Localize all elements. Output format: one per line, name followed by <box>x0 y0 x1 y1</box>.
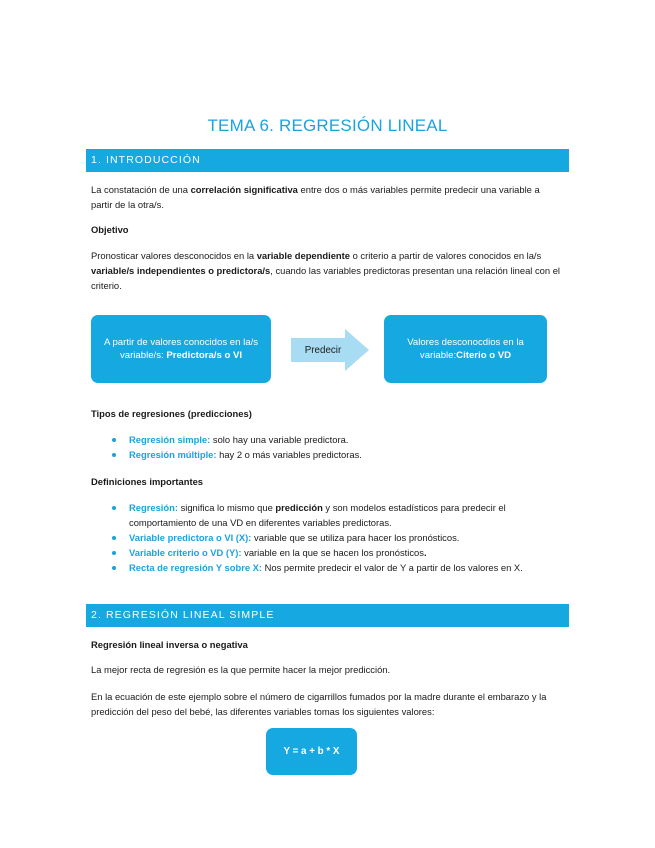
bullet-icon <box>112 506 116 510</box>
list-item: Regresión: significa lo mismo que predicción y son modelos estadísticos para predecir el comportamiento de una VD en diferentes variables predictoras. <box>112 500 572 530</box>
diagram-box-predictora-text <box>103 336 259 362</box>
diagram-box-criterio-text <box>394 336 537 362</box>
objetivo-text-2: o criterio a partir de valores conocidos en la/s <box>349 250 542 261</box>
list-item: Variable criterio o VD (Y): variable en la que se hacen los pronósticos. <box>112 545 572 560</box>
section-heading-regresion-lineal-simple: 2. REGRESIÓN LINEAL SIMPLE <box>86 604 569 627</box>
intro-text-2: entre dos o más variables permite predecir una variable a partir de la otra/s. <box>91 184 540 210</box>
definiciones-list <box>112 500 572 575</box>
tipos-list <box>112 432 572 462</box>
formula-text: Y = a + b * X <box>283 746 340 757</box>
bullet-icon <box>112 438 116 442</box>
definiciones-heading: Definiciones importantes <box>91 476 204 487</box>
ecuacion-paragraph: En la ecuación de este ejemplo sobre el número de cigarrillos fumados por la madre durante el embarazo y la predicción del peso del bebé, las diferentes variables tomas los siguientes valores: <box>91 691 547 717</box>
formula-box <box>266 728 357 775</box>
bullet-icon <box>112 453 116 457</box>
page-title: TEMA 6. REGRESIÓN LINEAL <box>207 116 448 135</box>
bullet-icon <box>112 551 116 555</box>
regresion-inversa-heading: Regresión lineal inversa o negativa <box>91 639 248 650</box>
list-item: Regresión múltiple: hay 2 o más variables predictoras. <box>112 447 572 462</box>
diagram-right-text: Valores desconocdios en la variable: <box>407 337 524 361</box>
list-item: Recta de regresión Y sobre X: Nos permite predecir el valor de Y a partir de los valores en X. <box>112 560 572 575</box>
objetivo-paragraph <box>91 248 561 293</box>
intro-bold-1: correlación significativa <box>190 184 298 195</box>
diagram-right-bold: Citerio o VD <box>456 350 512 361</box>
objetivo-bold-1: variable dependiente <box>256 250 350 261</box>
section-heading-introduccion: 1. INTRODUCCIÓN <box>86 149 569 172</box>
tipos-heading: Tipos de regresiones (predicciones) <box>91 408 252 419</box>
mejor-recta-paragraph: La mejor recta de regresión es la que permite hacer la mejor predicción. <box>91 664 391 675</box>
objetivo-text-1: Pronosticar valores desconocidos en la <box>91 250 257 261</box>
diagram-left-bold: Predictora/s o VI <box>166 350 243 361</box>
bullet-icon <box>112 536 116 540</box>
diagram-box-predictora <box>91 315 271 383</box>
list-item: Regresión simple: solo hay una variable predictora. <box>112 432 572 447</box>
intro-text-1: La constatación de una <box>91 184 191 195</box>
bullet-icon <box>112 566 116 570</box>
diagram-box-criterio <box>384 315 547 383</box>
intro-paragraph <box>91 182 561 212</box>
objetivo-text-3: , cuando las variables predictoras presentan una relación lineal con el criterio. <box>91 265 560 291</box>
objetivo-heading: Objetivo <box>91 224 129 235</box>
objetivo-bold-2: variable/s independientes o predictora/s <box>91 265 271 276</box>
diagram-arrow-label: Predecir <box>304 344 342 356</box>
diagram-left-text: A partir de valores conocidos en la/s variable/s: <box>103 337 259 361</box>
list-item: Variable predictora o VI (X): variable que se utiliza para hacer los pronósticos. <box>112 530 572 545</box>
